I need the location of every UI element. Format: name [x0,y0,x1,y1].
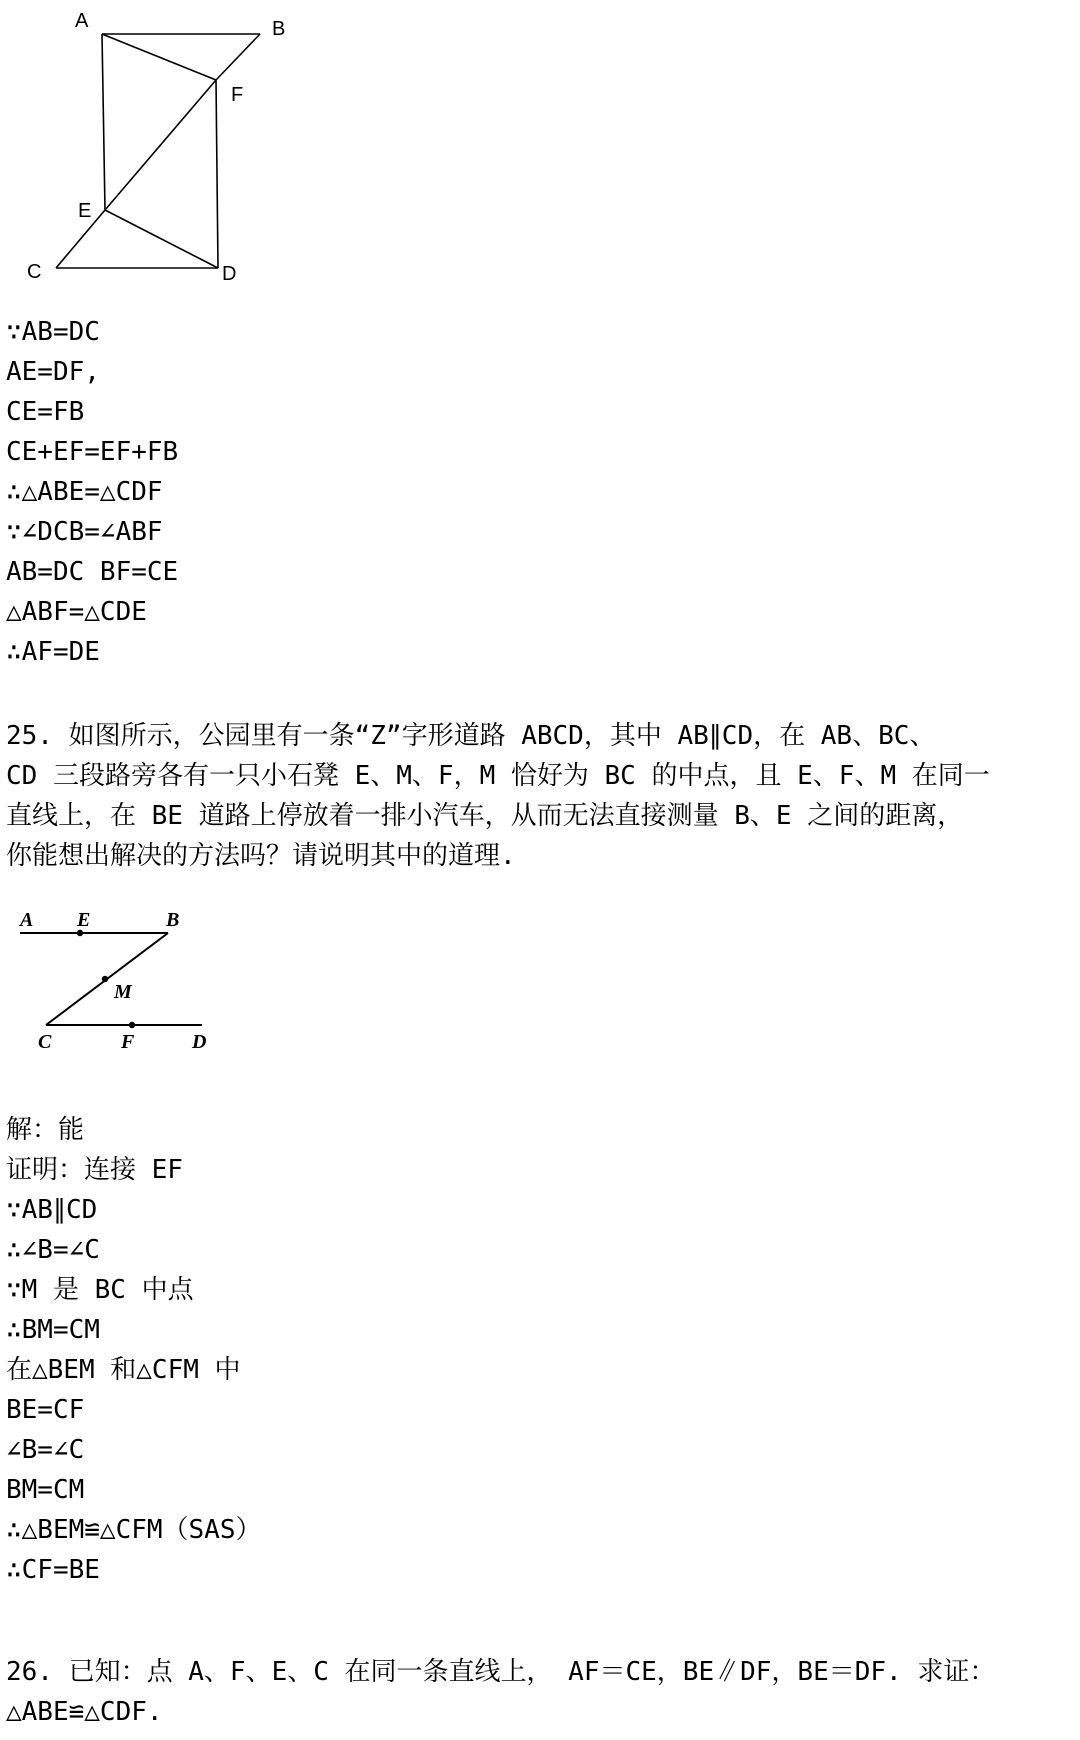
proof-2-line: BE=CF [6,1395,85,1425]
proof-1-line: ∵∠DCB=∠ABF [6,517,163,547]
label-a: A [75,10,89,32]
proof-2-line: ∴BM=CM [6,1315,100,1345]
proof-2-line: ∵AB∥CD [6,1195,98,1225]
proof-1-line: ∴△ABE=△CDF [6,477,163,507]
proof-2-line: ∵M 是 BC 中点 [6,1275,194,1305]
proof-1-line: CE=FB [6,397,85,427]
label-d: D [192,1031,207,1053]
segment-ae [102,34,105,210]
label-f: F [231,84,244,106]
question-25-line: CD 三段路旁各有一只小石凳 E、M、F，M 恰好为 BC 的中点，且 E、F、M 在同一 [6,761,990,791]
proof-2-line: ∴∠B=∠C [6,1235,100,1265]
question-26-line: 26. 已知：点 A、F、E、C 在同一条直线上， AF＝CE，BE∥DF，BE＝DF. 求证： [6,1657,996,1687]
proof-2-line: ∴CF=BE [6,1555,100,1585]
label-b: B [166,909,180,931]
label-m: M [114,981,132,1003]
question-26-line: △ABE≌△CDF. [6,1697,163,1727]
label-c: C [38,1031,52,1053]
proof-2-line: ∠B=∠C [6,1435,85,1465]
question-25 [6,716,1072,876]
proof-1-line: CE+EF=EF+FB [6,437,179,467]
segment-ed [105,210,218,268]
segment-af [102,34,216,80]
proof-1-line: ∴AF=DE [6,637,100,667]
proof-2-line: ∴△BEM≌△CFM（SAS） [6,1515,262,1545]
question-25-line: 直线上，在 BE 道路上停放着一排小汽车，从而无法直接测量 B、E 之间的距离， [6,801,964,831]
label-e: E [77,909,91,931]
proof-1-line: △ABF=△CDE [6,597,147,627]
proof-2-line: 证明：连接 EF [6,1155,183,1185]
proof-2-line: 解：能 [6,1115,85,1145]
segment-bf [216,34,260,80]
proof-1-line: AB=DC BF=CE [6,557,179,587]
label-b: B [272,18,286,40]
point-m [102,976,108,982]
figure-2-diagram [0,895,240,1075]
proof-1-line: AE=DF, [6,357,100,387]
point-f [129,1022,135,1028]
proof-2-line: BM=CM [6,1475,85,1505]
figure-quadrilateral-abcd [0,0,300,290]
question-25-line: 你能想出解决的方法吗？请说明其中的道理. [6,841,516,871]
label-d: D [222,263,237,285]
label-c: C [27,261,42,283]
figure-1-diagram [0,0,300,290]
question-25-line: 25. 如图所示，公园里有一条“Z”字形道路 ABCD，其中 AB∥CD，在 AB、BC、 [6,721,936,751]
segment-fe [105,80,216,210]
proof-2-line: 在△BEM 和△CFM 中 [6,1355,241,1385]
segment-fd [216,80,218,268]
label-f: F [121,1031,135,1053]
label-a: A [20,909,34,931]
figure-z-road [0,895,240,1075]
question-26 [6,1652,1072,1732]
label-e: E [78,200,92,222]
proof-1-line: ∵AB=DC [6,317,100,347]
